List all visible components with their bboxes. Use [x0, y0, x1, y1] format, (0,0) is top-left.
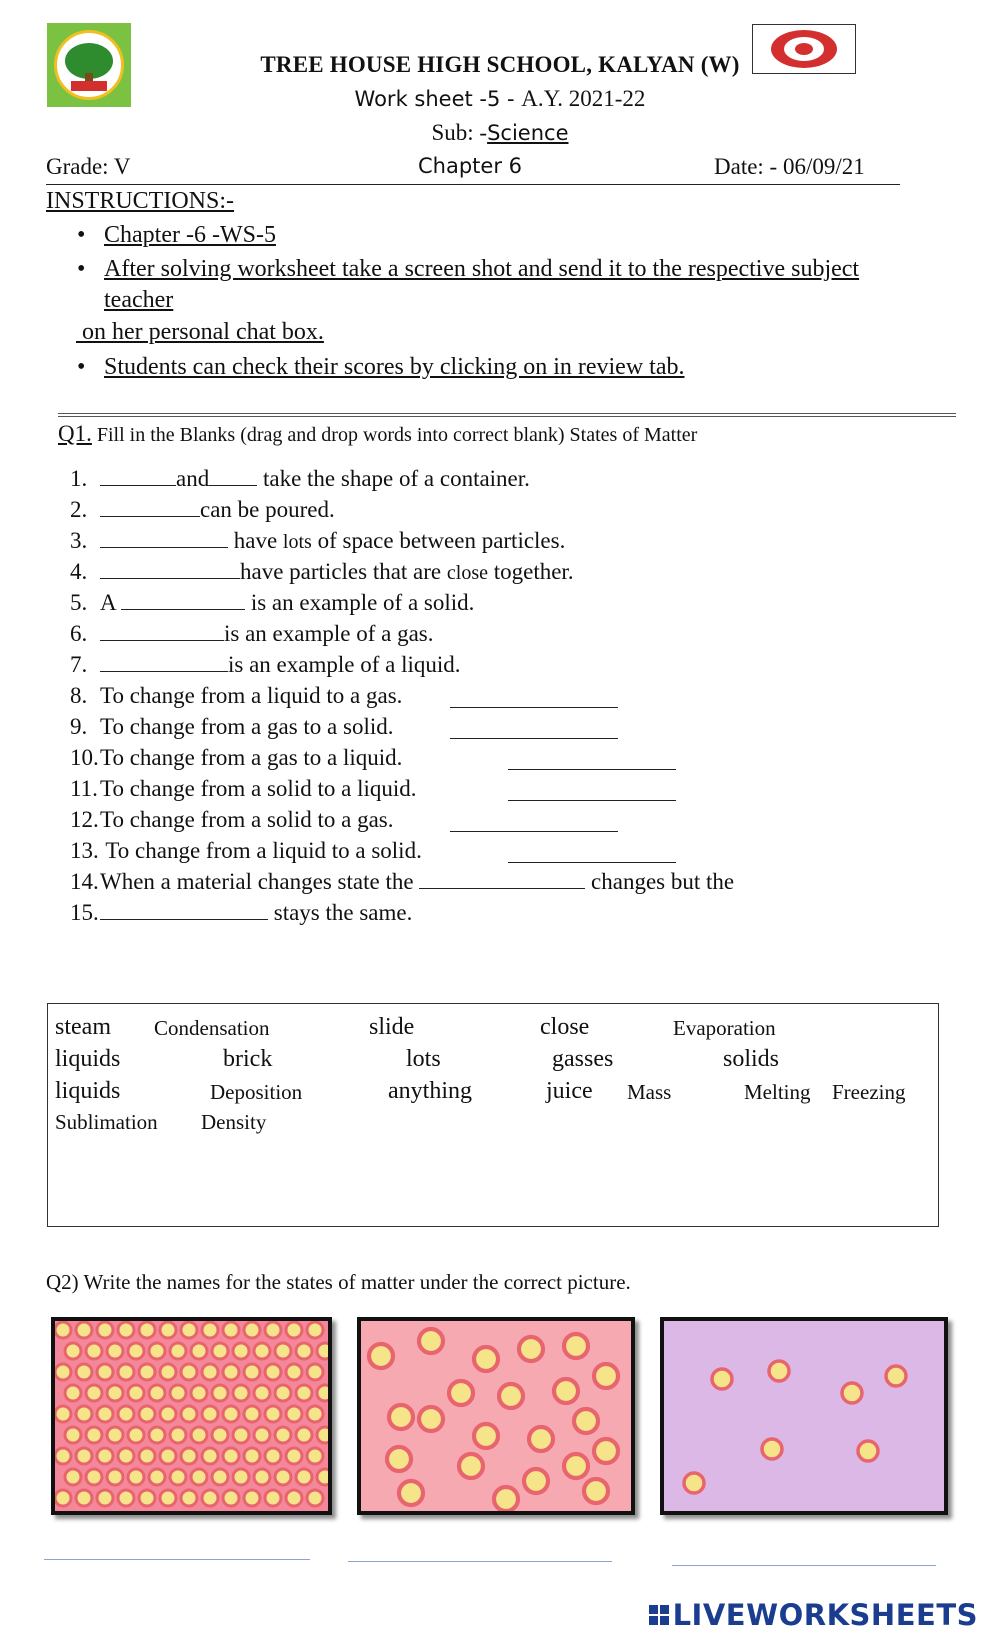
particle [399, 1481, 423, 1505]
particle [86, 1469, 102, 1485]
grade-chapter-date-bar [46, 154, 900, 185]
particle [317, 1385, 328, 1401]
particle [97, 1490, 113, 1506]
particle [128, 1343, 144, 1359]
particle [449, 1381, 473, 1405]
q1-item-11: 11.To change from a solid to a liquid. [70, 776, 417, 801]
particle [139, 1364, 155, 1380]
particle [564, 1334, 588, 1358]
particle [149, 1343, 165, 1359]
word-tile[interactable]: Mass [627, 1080, 672, 1104]
particle [519, 1337, 543, 1361]
bullet-dot: • [77, 256, 86, 282]
particle [139, 1406, 155, 1422]
particle [286, 1448, 302, 1464]
particle [160, 1406, 176, 1422]
particle [76, 1490, 92, 1506]
instruction-2: After solving worksheet take a screen shot and send it to the respective subject [104, 256, 860, 282]
particle [254, 1343, 270, 1359]
particle [76, 1448, 92, 1464]
particle [160, 1364, 176, 1380]
blank-input[interactable] [121, 591, 245, 610]
instruction-2-cont: teacher [104, 287, 174, 313]
word-tile[interactable]: close [540, 1014, 590, 1040]
particle [97, 1364, 113, 1380]
particle [76, 1364, 92, 1380]
gas-particles-picture [660, 1317, 948, 1515]
particle [233, 1469, 249, 1485]
blank-input[interactable] [100, 560, 240, 579]
chapter: Chapter 6 [418, 154, 522, 178]
blank-input[interactable] [100, 467, 176, 486]
particle [265, 1364, 281, 1380]
particle [584, 1479, 608, 1503]
particle [286, 1364, 302, 1380]
particle [139, 1322, 155, 1338]
particle [202, 1448, 218, 1464]
answer-blank-9[interactable] [450, 720, 618, 739]
particle [107, 1427, 123, 1443]
particle [202, 1322, 218, 1338]
particle [494, 1487, 518, 1511]
particle [419, 1407, 443, 1431]
q1-item-6: 6. is an example of a gas. [70, 621, 434, 646]
word-tile[interactable]: liquids [55, 1046, 121, 1072]
particle [55, 1364, 71, 1380]
q1-item-15: 15. stays the same. [70, 900, 413, 925]
particle [107, 1385, 123, 1401]
particle [202, 1406, 218, 1422]
particle [128, 1385, 144, 1401]
particle [233, 1427, 249, 1443]
particle [160, 1448, 176, 1464]
word-bank [47, 1003, 939, 1227]
particle [842, 1383, 862, 1403]
word-tile[interactable]: Melting [744, 1080, 811, 1104]
particle [55, 1322, 71, 1338]
particle [97, 1406, 113, 1422]
particle [474, 1424, 498, 1448]
particle [296, 1469, 312, 1485]
particle [307, 1364, 323, 1380]
answer-blank-11[interactable] [508, 782, 676, 801]
particle [762, 1439, 782, 1459]
instruction-2-cont2: on her personal chat box. [76, 319, 324, 345]
particle [107, 1343, 123, 1359]
date: Date: - 06/09/21 [714, 154, 865, 179]
particle [65, 1427, 81, 1443]
solid-particles-picture [51, 1317, 332, 1515]
blank-input[interactable] [100, 653, 228, 672]
particle [594, 1364, 618, 1388]
blank-input[interactable] [100, 622, 224, 641]
particle [76, 1322, 92, 1338]
particle [139, 1448, 155, 1464]
particle [459, 1454, 483, 1478]
particle [886, 1366, 906, 1386]
particle [254, 1427, 270, 1443]
bullet-dot: • [77, 222, 86, 248]
particle [170, 1385, 186, 1401]
particle [387, 1447, 411, 1471]
instructions-heading: INSTRUCTIONS:- [46, 188, 235, 214]
particle [275, 1343, 291, 1359]
particle [317, 1427, 328, 1443]
particle [55, 1448, 71, 1464]
particle [554, 1379, 578, 1403]
q1-item-1: 1. and take the shape of a container. [70, 466, 530, 491]
particle [275, 1469, 291, 1485]
particle [233, 1385, 249, 1401]
particle [233, 1343, 249, 1359]
particle [419, 1329, 443, 1353]
gas-particles-diagram [664, 1321, 944, 1511]
particle [128, 1469, 144, 1485]
particle [65, 1469, 81, 1485]
particle [594, 1439, 618, 1463]
answer-blank-13[interactable] [508, 844, 676, 863]
answer-blank-10[interactable] [508, 751, 676, 770]
particle [524, 1469, 548, 1493]
particle [307, 1406, 323, 1422]
q1-item-7: 7. is an example of a liquid. [70, 652, 461, 677]
word-tile[interactable]: Evaporation [673, 1016, 776, 1040]
answer-line-1[interactable] [44, 1559, 310, 1560]
q1-item-10: 10.To change from a gas to a liquid. [70, 745, 403, 770]
particle [191, 1385, 207, 1401]
q1-item-12: 12.To change from a solid to a gas. [70, 807, 394, 832]
particle [76, 1406, 92, 1422]
particle [55, 1406, 71, 1422]
word-tile[interactable]: gasses [552, 1046, 614, 1072]
liquid-particles-picture [357, 1317, 635, 1515]
particle [223, 1364, 239, 1380]
particle [212, 1469, 228, 1485]
particle [212, 1343, 228, 1359]
q1-item-3: 3. have lots of space between particles. [70, 528, 566, 553]
particle [286, 1322, 302, 1338]
particle [149, 1427, 165, 1443]
particle [160, 1322, 176, 1338]
liquid-particles-diagram [361, 1321, 631, 1511]
particle [139, 1490, 155, 1506]
particle [181, 1322, 197, 1338]
particle [244, 1406, 260, 1422]
particle [499, 1384, 523, 1408]
particle [160, 1490, 176, 1506]
q1-item-9: 9. To change from a gas to a solid. [70, 714, 394, 739]
liveworksheets-logo: LIVEWORKSHEETS [649, 1598, 978, 1632]
particle [118, 1490, 134, 1506]
particle [254, 1385, 270, 1401]
particle [181, 1490, 197, 1506]
particle [118, 1364, 134, 1380]
blank-input[interactable] [419, 870, 585, 889]
particle [275, 1385, 291, 1401]
particle [265, 1406, 281, 1422]
particle [170, 1427, 186, 1443]
particle [307, 1490, 323, 1506]
particle [65, 1385, 81, 1401]
particle [191, 1343, 207, 1359]
particle [55, 1490, 71, 1506]
subject-line: Sub: -Science [431, 120, 569, 145]
grade: Grade: V [46, 154, 131, 179]
particle [118, 1448, 134, 1464]
particle [223, 1448, 239, 1464]
particle [128, 1427, 144, 1443]
answer-blank-12[interactable] [450, 813, 618, 832]
blank-input[interactable] [100, 498, 200, 517]
particle [564, 1454, 588, 1478]
particle [296, 1385, 312, 1401]
particle [223, 1322, 239, 1338]
particle [244, 1322, 260, 1338]
particle [712, 1369, 732, 1389]
particle [86, 1343, 102, 1359]
particle [118, 1406, 134, 1422]
answer-line-3[interactable] [672, 1565, 936, 1566]
particle [286, 1406, 302, 1422]
grid-icon [649, 1605, 669, 1625]
school-name: TREE HOUSE HIGH SCHOOL, KALYAN (W) [260, 52, 740, 77]
particle [307, 1448, 323, 1464]
word-tile[interactable]: Sublimation [55, 1110, 158, 1134]
q1-heading: Q1. Fill in the Blanks (drag and drop words into correct blank) States of Matter [58, 421, 698, 446]
word-tile[interactable]: Deposition [210, 1080, 303, 1104]
particle [170, 1343, 186, 1359]
particle [389, 1405, 413, 1429]
divider [58, 416, 956, 417]
particle [65, 1343, 81, 1359]
particle [212, 1427, 228, 1443]
word-tile[interactable]: slide [369, 1014, 415, 1040]
word-tile[interactable]: anything [388, 1078, 472, 1104]
answer-line-2[interactable] [348, 1561, 612, 1562]
q1-item-4: 4. have particles that are close together. [70, 559, 574, 584]
particle [212, 1385, 228, 1401]
blank-input[interactable] [209, 467, 257, 486]
particle [191, 1427, 207, 1443]
particle [307, 1322, 323, 1338]
q1-item-5: 5. A is an example of a solid. [70, 590, 475, 615]
divider [58, 413, 956, 414]
particle [107, 1469, 123, 1485]
worksheet-title: Work sheet -5 - A.Y. 2021-22 [354, 86, 646, 111]
word-tile[interactable]: solids [723, 1046, 780, 1072]
particle [244, 1490, 260, 1506]
particle [97, 1322, 113, 1338]
particle [254, 1469, 270, 1485]
particle [223, 1490, 239, 1506]
instruction-3: Students can check their scores by clicking on in review tab. [104, 354, 685, 380]
particle [244, 1364, 260, 1380]
particle [474, 1347, 498, 1371]
particle [769, 1361, 789, 1381]
word-tile[interactable]: brick [223, 1046, 273, 1072]
particle [149, 1385, 165, 1401]
particle [684, 1473, 704, 1493]
particle [181, 1364, 197, 1380]
q1-item-2: 2. can be poured. [70, 497, 335, 522]
particle [244, 1448, 260, 1464]
particle [529, 1427, 553, 1451]
particle [181, 1406, 197, 1422]
particle [317, 1469, 328, 1485]
blank-input[interactable] [100, 901, 268, 920]
word-tile[interactable]: Condensation [154, 1016, 270, 1040]
answer-blank-8[interactable] [450, 689, 618, 708]
particle [191, 1469, 207, 1485]
particle [202, 1490, 218, 1506]
particle [97, 1448, 113, 1464]
solid-particles-diagram [55, 1321, 328, 1511]
word-tile[interactable]: Freezing [832, 1080, 906, 1104]
particle [317, 1343, 328, 1359]
word-tile[interactable]: Density [201, 1110, 267, 1134]
particle [149, 1469, 165, 1485]
word-tile[interactable]: liquids [55, 1078, 121, 1104]
particle [265, 1448, 281, 1464]
blank-input[interactable] [100, 529, 228, 548]
picture-background [664, 1321, 944, 1511]
subject-name: Science [487, 121, 569, 145]
particle [296, 1427, 312, 1443]
particle [265, 1490, 281, 1506]
bullet-dot: • [77, 354, 86, 380]
q1-item-8: 8. To change from a liquid to a gas. [70, 683, 403, 708]
word-tile[interactable]: juice [546, 1078, 593, 1104]
particle [202, 1364, 218, 1380]
particle [181, 1448, 197, 1464]
particle [286, 1490, 302, 1506]
q2-heading: Q2) Write the names for the states of matter under the correct picture. [46, 1270, 631, 1294]
particle [118, 1322, 134, 1338]
word-tile[interactable]: lots [406, 1046, 441, 1072]
particle [275, 1427, 291, 1443]
particle [86, 1385, 102, 1401]
particle [170, 1469, 186, 1485]
q1-item-13: 13. To change from a liquid to a solid. [70, 838, 422, 863]
particle [369, 1344, 393, 1368]
word-tile[interactable]: steam [55, 1014, 111, 1040]
particle [223, 1406, 239, 1422]
particle [86, 1427, 102, 1443]
instruction-1: Chapter -6 -WS-5 [104, 222, 276, 248]
particle [858, 1441, 878, 1461]
particle [265, 1322, 281, 1338]
particle [296, 1343, 312, 1359]
q1-item-14: 14.When a material changes state the changes but the [70, 869, 735, 894]
particle [574, 1409, 598, 1433]
